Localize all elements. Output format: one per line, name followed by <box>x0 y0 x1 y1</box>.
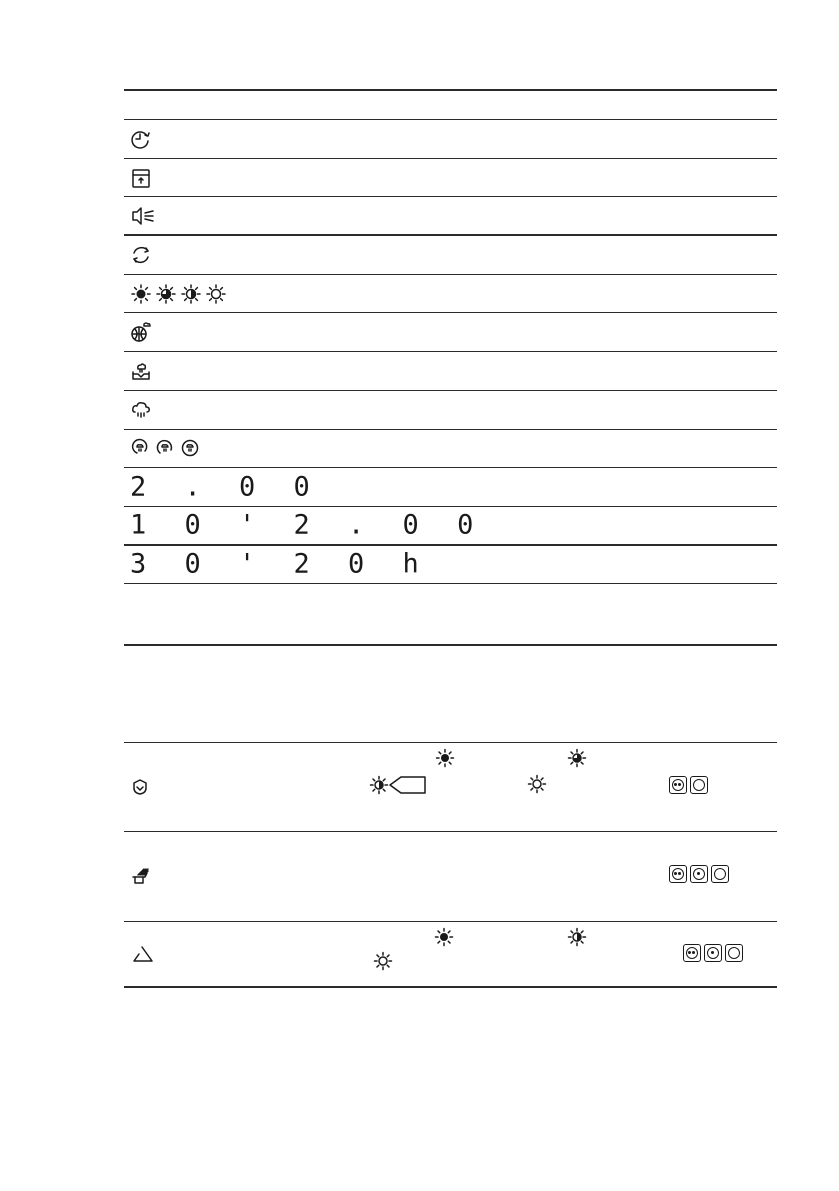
rotate-arrows-icon <box>130 244 152 266</box>
table-row <box>124 832 777 922</box>
table-row <box>124 430 777 469</box>
table-row <box>124 507 777 546</box>
display-readout: 3 0 ' 2 0 h <box>130 548 430 580</box>
table-row <box>124 197 777 236</box>
shelf-two-dots-icon <box>669 865 687 883</box>
function-table <box>124 644 777 988</box>
table-row <box>124 743 777 832</box>
steam-levels-icon <box>130 437 206 459</box>
speaker-sound-icon <box>130 205 156 227</box>
cloud-rain-icon <box>130 399 152 421</box>
sun-full-icon <box>434 927 454 947</box>
grill-plate-icon <box>131 866 151 886</box>
shelf-positions <box>683 944 746 962</box>
table-row <box>124 236 777 275</box>
table-row <box>124 391 777 430</box>
display-readout: 1 0 ' 2 . 0 0 <box>130 509 485 541</box>
table-row <box>124 468 777 507</box>
shelf-empty-icon <box>690 776 708 794</box>
sun-empty-icon <box>527 774 547 794</box>
table-row <box>124 159 777 198</box>
door-lock-icon <box>130 167 152 189</box>
shelf-two-dots-icon <box>669 776 687 794</box>
table-row <box>124 120 777 159</box>
table-header <box>124 646 777 743</box>
heat-level-suns-icon <box>130 283 230 305</box>
clock-arrow-icon <box>130 128 152 150</box>
shelf-two-dots-icon <box>683 944 701 962</box>
sun-empty-icon <box>373 951 393 971</box>
sun-full-icon <box>435 748 455 768</box>
table-row <box>124 313 777 352</box>
display-readout: 2 . 0 0 <box>130 471 321 503</box>
shelf-empty-icon <box>725 944 743 962</box>
shelf-one-dot-icon <box>690 865 708 883</box>
globe-steam-icon <box>130 321 152 343</box>
indicator-table <box>124 89 777 584</box>
table-row <box>124 352 777 391</box>
triangle-icon <box>131 944 155 964</box>
shelf-positions <box>669 865 732 883</box>
shelf-one-dot-icon <box>704 944 722 962</box>
sun-half-icon <box>567 927 587 947</box>
table-row <box>124 922 777 986</box>
table-row <box>124 275 777 314</box>
shelf-empty-icon <box>711 865 729 883</box>
sun-half-arrow-icon <box>368 774 430 796</box>
table-row <box>124 546 777 585</box>
shelf-positions <box>669 776 711 794</box>
tray-steam-icon <box>130 360 152 382</box>
table-header <box>124 89 777 120</box>
sun-three-quarter-icon <box>567 748 587 768</box>
dish-shield-icon <box>131 778 149 796</box>
